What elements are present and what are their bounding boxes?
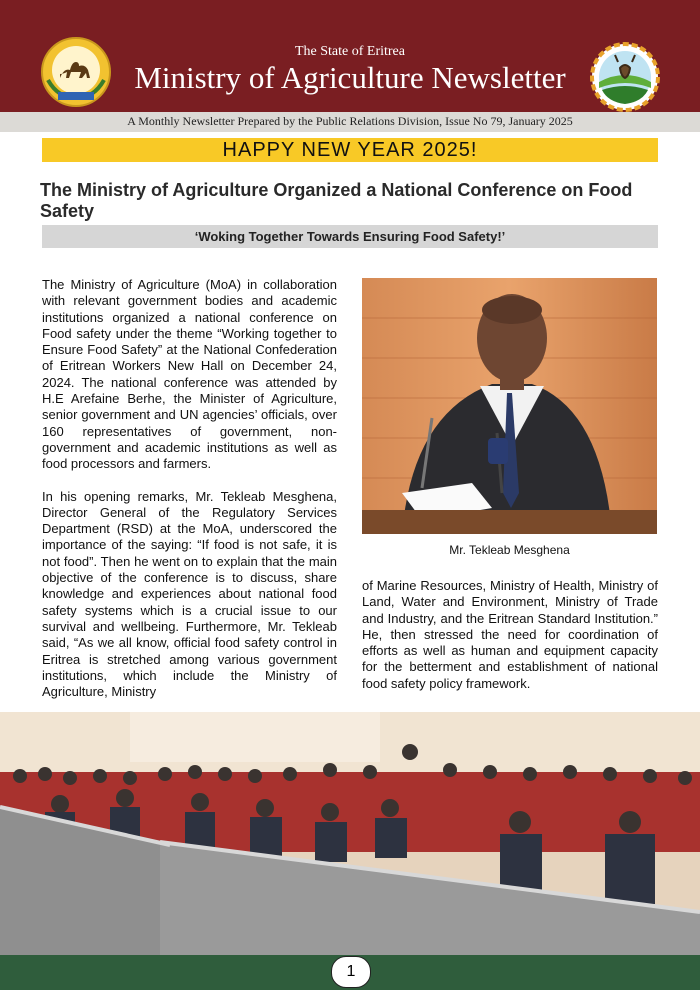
article-paragraph: In his opening remarks, Mr. Tekleab Mesghena, Director General of the Regulatory Services Department (RSD) at the MoA, underscored the importance of the saying: “If food is not safe, it is not food”. Then he went on to explain that the main objective of the conference is to discuss, share knowledge and experiences about national food safety systems which is a crucial issue to our survival and wellbeing. Furthermore, Mr. Tekleab said, “As we all know, official food safety control in Eritrea is stretched among various government institutions, which include the Ministry of Agriculture, Ministry [42, 488, 337, 700]
page-number: 1 [331, 956, 371, 988]
new-year-banner: HAPPY NEW YEAR 2025! [42, 138, 658, 162]
speaker-photo [362, 278, 657, 534]
newsletter-title: Ministry of Agriculture Newsletter [134, 60, 566, 95]
conference-audience-photo [0, 712, 700, 955]
article-column-left [42, 277, 337, 716]
newsletter-subtitle: A Monthly Newsletter Prepared by the Public Relations Division, Issue No 79, January 2025 [127, 114, 573, 128]
article-paragraph: The Ministry of Agriculture (MoA) in collaboration with relevant government bodies and academic institutions organized a national conference on Food safety under the theme “Working together to Ensure Food Safety” at the National Confederation of Eritrean Workers New Hall on December 24, 2024. The national conference was attended by H.E Arefaine Berhe, the Minister of Agriculture, senior government and UN agencies’ officials, over 160 representatives of government, non-government and academic institutions as well as food processors and farmers. [42, 277, 337, 472]
article-paragraph: of Marine Resources, Ministry of Health, Ministry of Land, Water and Environment, Ministry of Trade and Industry, and the Eritrean Standard Institution.” He, then stressed the need for coordination of efforts as well as human and equipment capacity for the betterment and establishment of national food safety policy framework. [362, 578, 658, 691]
ministry-logo-icon [590, 42, 660, 112]
article-column-right [362, 578, 658, 708]
state-line: The State of Eritrea [294, 44, 405, 59]
conference-theme: ‘Woking Together Towards Ensuring Food Safety!’ [42, 225, 658, 248]
article-title: The Ministry of Agriculture Organized a National Conference on Food Safety [40, 180, 633, 221]
photo-caption: Mr. Tekleab Mesghena [449, 543, 570, 557]
